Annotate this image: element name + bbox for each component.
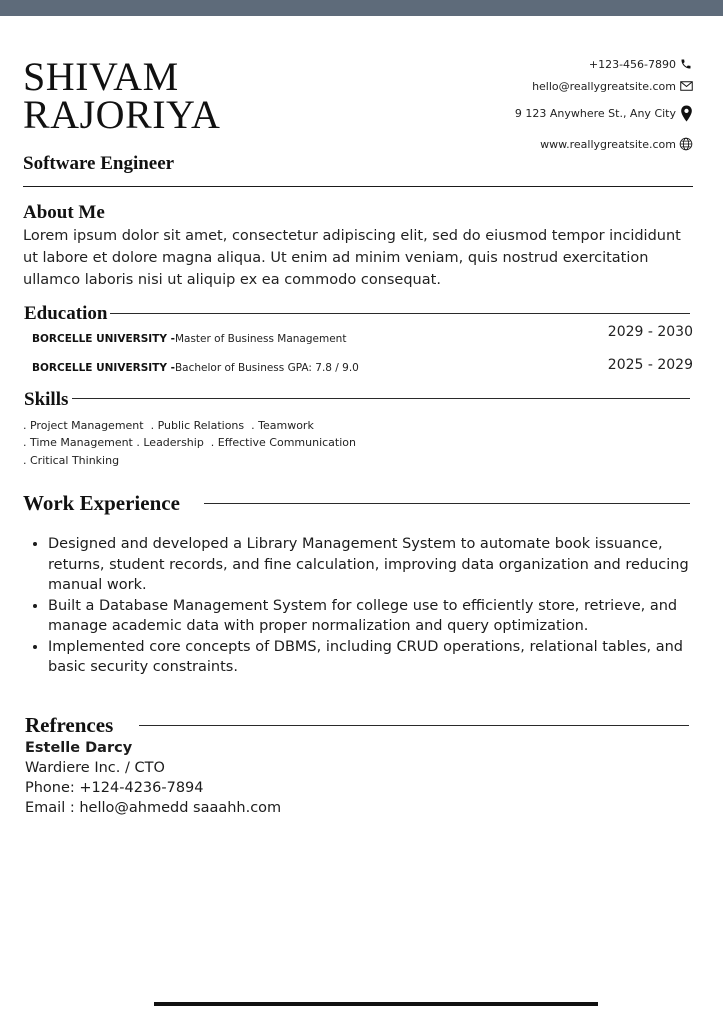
mail-icon <box>679 79 693 93</box>
degree: Master of Business Management <box>174 333 347 345</box>
education-heading: Education <box>24 303 108 324</box>
phone-text: +123-456-7890 <box>588 57 676 71</box>
references-divider <box>139 725 689 726</box>
education-divider <box>110 313 690 314</box>
education-entry <box>32 333 346 345</box>
location-pin-icon <box>679 106 693 120</box>
contact-website <box>540 137 693 151</box>
header-divider <box>23 186 693 187</box>
job-title: Software Engineer <box>23 153 175 174</box>
skills-line: . Time Management . Leadership . Effective Communication <box>23 436 356 449</box>
contact-email <box>532 79 693 93</box>
contact-phone <box>589 57 693 71</box>
work-experience-heading: Work Experience <box>23 491 180 515</box>
website-text: www.reallygreatsite.com <box>540 137 676 151</box>
phone-icon <box>679 57 693 71</box>
full-name <box>23 54 221 137</box>
work-experience-list <box>23 534 720 678</box>
reference-company: Wardiere Inc. / CTO <box>25 760 165 776</box>
school-name: BORCELLE UNIVERSITY - <box>32 333 175 345</box>
name-first: SHIVAM <box>23 54 179 99</box>
contact-address <box>515 106 693 120</box>
list-item: • Designed and developed a Library Management System to automate book issuance, returns, student records, and fine calculation, improving data organization and reducing manual work. <box>48 534 720 596</box>
education-years: 2025 - 2029 <box>607 357 693 373</box>
education-years: 2029 - 2030 <box>607 324 693 340</box>
skills-line: . Critical Thinking <box>23 454 120 467</box>
work-experience-divider <box>204 503 690 504</box>
bottom-bar <box>154 1002 598 1006</box>
name-last: RAJORIYA <box>23 92 221 137</box>
list-item: • Built a Database Management System for college use to efficiently store, retrieve, and manage academic data with proper normalization and query optimization. <box>48 596 720 637</box>
skills-divider <box>72 398 690 399</box>
reference-phone: Phone: +124-4236-7894 <box>25 780 204 796</box>
degree: Bachelor of Business GPA: 7.8 / 9.0 <box>174 362 359 374</box>
reference-email: Email : hello@ahmedd saaahh.com <box>25 800 282 816</box>
school-name: BORCELLE UNIVERSITY - <box>32 362 175 374</box>
email-text: hello@reallygreatsite.com <box>532 79 676 93</box>
about-text: Lorem ipsum dolor sit amet, consectetur adipiscing elit, sed do eiusmod tempor incididunt ut labore et dolore magna aliqua. Ut enim ad minim veniam, quis nostrud exercitation ullamco laboris nisi ut aliquip ex ea commodo consequat. <box>23 228 681 288</box>
reference-name: Estelle Darcy <box>25 740 133 756</box>
skills-heading: Skills <box>24 389 69 410</box>
about-heading: About Me <box>23 202 105 223</box>
education-entry <box>32 362 359 374</box>
top-accent-bar <box>0 0 723 16</box>
globe-icon <box>679 137 693 151</box>
list-item: • Implemented core concepts of DBMS, including CRUD operations, relational tables, and basic security constraints. <box>48 637 720 678</box>
references-heading: Refrences <box>25 713 114 737</box>
skills-line: . Project Management . Public Relations . Teamwork <box>23 419 314 432</box>
address-text: 9 123 Anywhere St., Any City <box>514 106 676 120</box>
